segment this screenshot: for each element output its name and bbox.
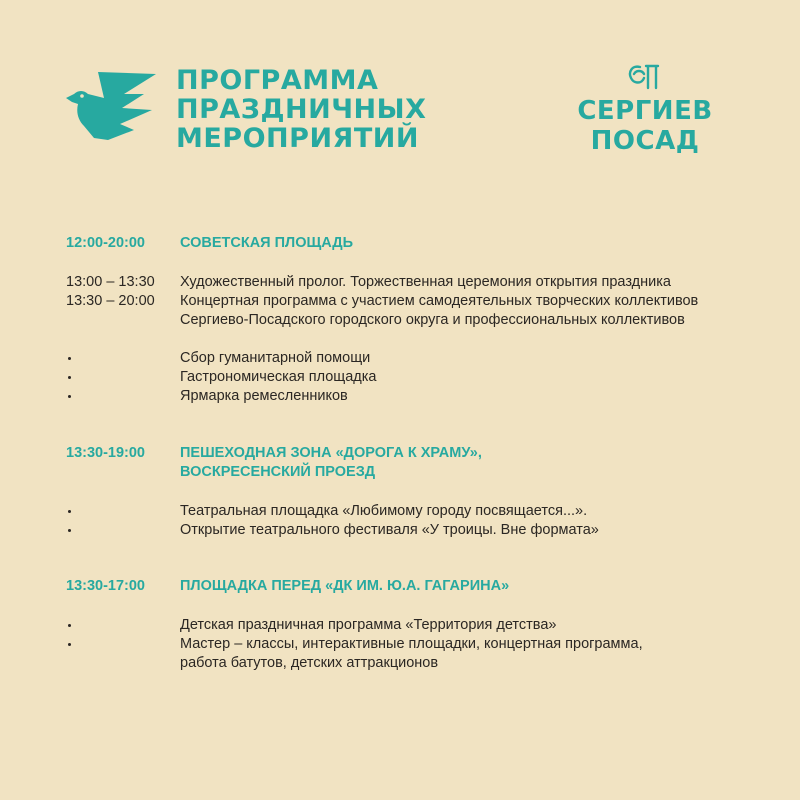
- section-place: СОВЕТСКАЯ ПЛОЩАДЬ: [180, 235, 354, 251]
- list-item-text: Мастер – классы, интерактивные площадки, концертная программа,: [180, 636, 643, 652]
- bullet-icon: [68, 376, 71, 379]
- sp-monogram-icon: [626, 62, 660, 90]
- section-time: 13:30-19:00: [66, 445, 145, 461]
- bullet-icon: [68, 643, 71, 646]
- schedule-text: Сергиево-Посадского городского округа и профессиональных коллективов: [180, 312, 685, 328]
- section-time: 12:00-20:00: [66, 235, 145, 251]
- schedule-time: 13:00 – 13:30: [66, 274, 155, 290]
- dove-icon: [64, 68, 158, 146]
- list-item: [0, 349, 800, 368]
- section-place: ПЛОЩАДКА ПЕРЕД «ДК ИМ. Ю.А. ГАГАРИНА»: [180, 578, 510, 594]
- list-item: [0, 616, 800, 635]
- list-item-continuation: [0, 654, 800, 673]
- bullet-icon: [68, 510, 71, 513]
- header: [0, 0, 800, 200]
- city-line: ПОСАД: [590, 126, 700, 156]
- section-time: 13:30-17:00: [66, 578, 145, 594]
- list-item-text: Открытие театрального фестиваля «У троицы. Вне формата»: [180, 522, 599, 538]
- section-place-line: ВОСКРЕСЕНСКИЙ ПРОЕЗД: [180, 464, 376, 480]
- title-line: ПРАЗДНИЧНЫХ: [176, 94, 427, 125]
- schedule-row: [0, 292, 800, 311]
- list-item-text: Театральная площадка «Любимому городу посвящается...».: [180, 503, 588, 519]
- list-item-text: Гастрономическая площадка: [180, 369, 377, 385]
- list-item: [0, 635, 800, 654]
- schedule-time: 13:30 – 20:00: [66, 293, 155, 309]
- program-title: [176, 66, 426, 153]
- bullet-icon: [68, 529, 71, 532]
- list-item: [0, 521, 800, 540]
- list-item: [0, 387, 800, 406]
- list-item-text: Сбор гуманитарной помощи: [180, 350, 371, 366]
- section-place-line: ПЕШЕХОДНАЯ ЗОНА «ДОРОГА К ХРАМУ»,: [180, 445, 482, 461]
- list-item-text: Детская праздничная программа «Территория детства»: [180, 617, 557, 633]
- city-name: [560, 96, 730, 156]
- list-item: [0, 502, 800, 521]
- section-place: [180, 444, 482, 482]
- schedule-row: [0, 311, 800, 330]
- title-line: МЕРОПРИЯТИЙ: [176, 123, 419, 154]
- bullet-icon: [68, 357, 71, 360]
- schedule-text: Художественный пролог. Торжественная церемония открытия праздника: [180, 274, 671, 290]
- schedule-text: Концертная программа с участием самодеятельных творческих коллективов: [180, 293, 699, 309]
- bullet-icon: [68, 395, 71, 398]
- list-item: [0, 368, 800, 387]
- city-line: СЕРГИЕВ: [577, 96, 713, 126]
- bullet-icon: [68, 624, 71, 627]
- schedule-row: [0, 273, 800, 292]
- title-line: ПРОГРАММА: [176, 65, 379, 96]
- list-item-text: Ярмарка ремесленников: [180, 388, 348, 404]
- list-item-text: работа батутов, детских аттракционов: [180, 655, 439, 671]
